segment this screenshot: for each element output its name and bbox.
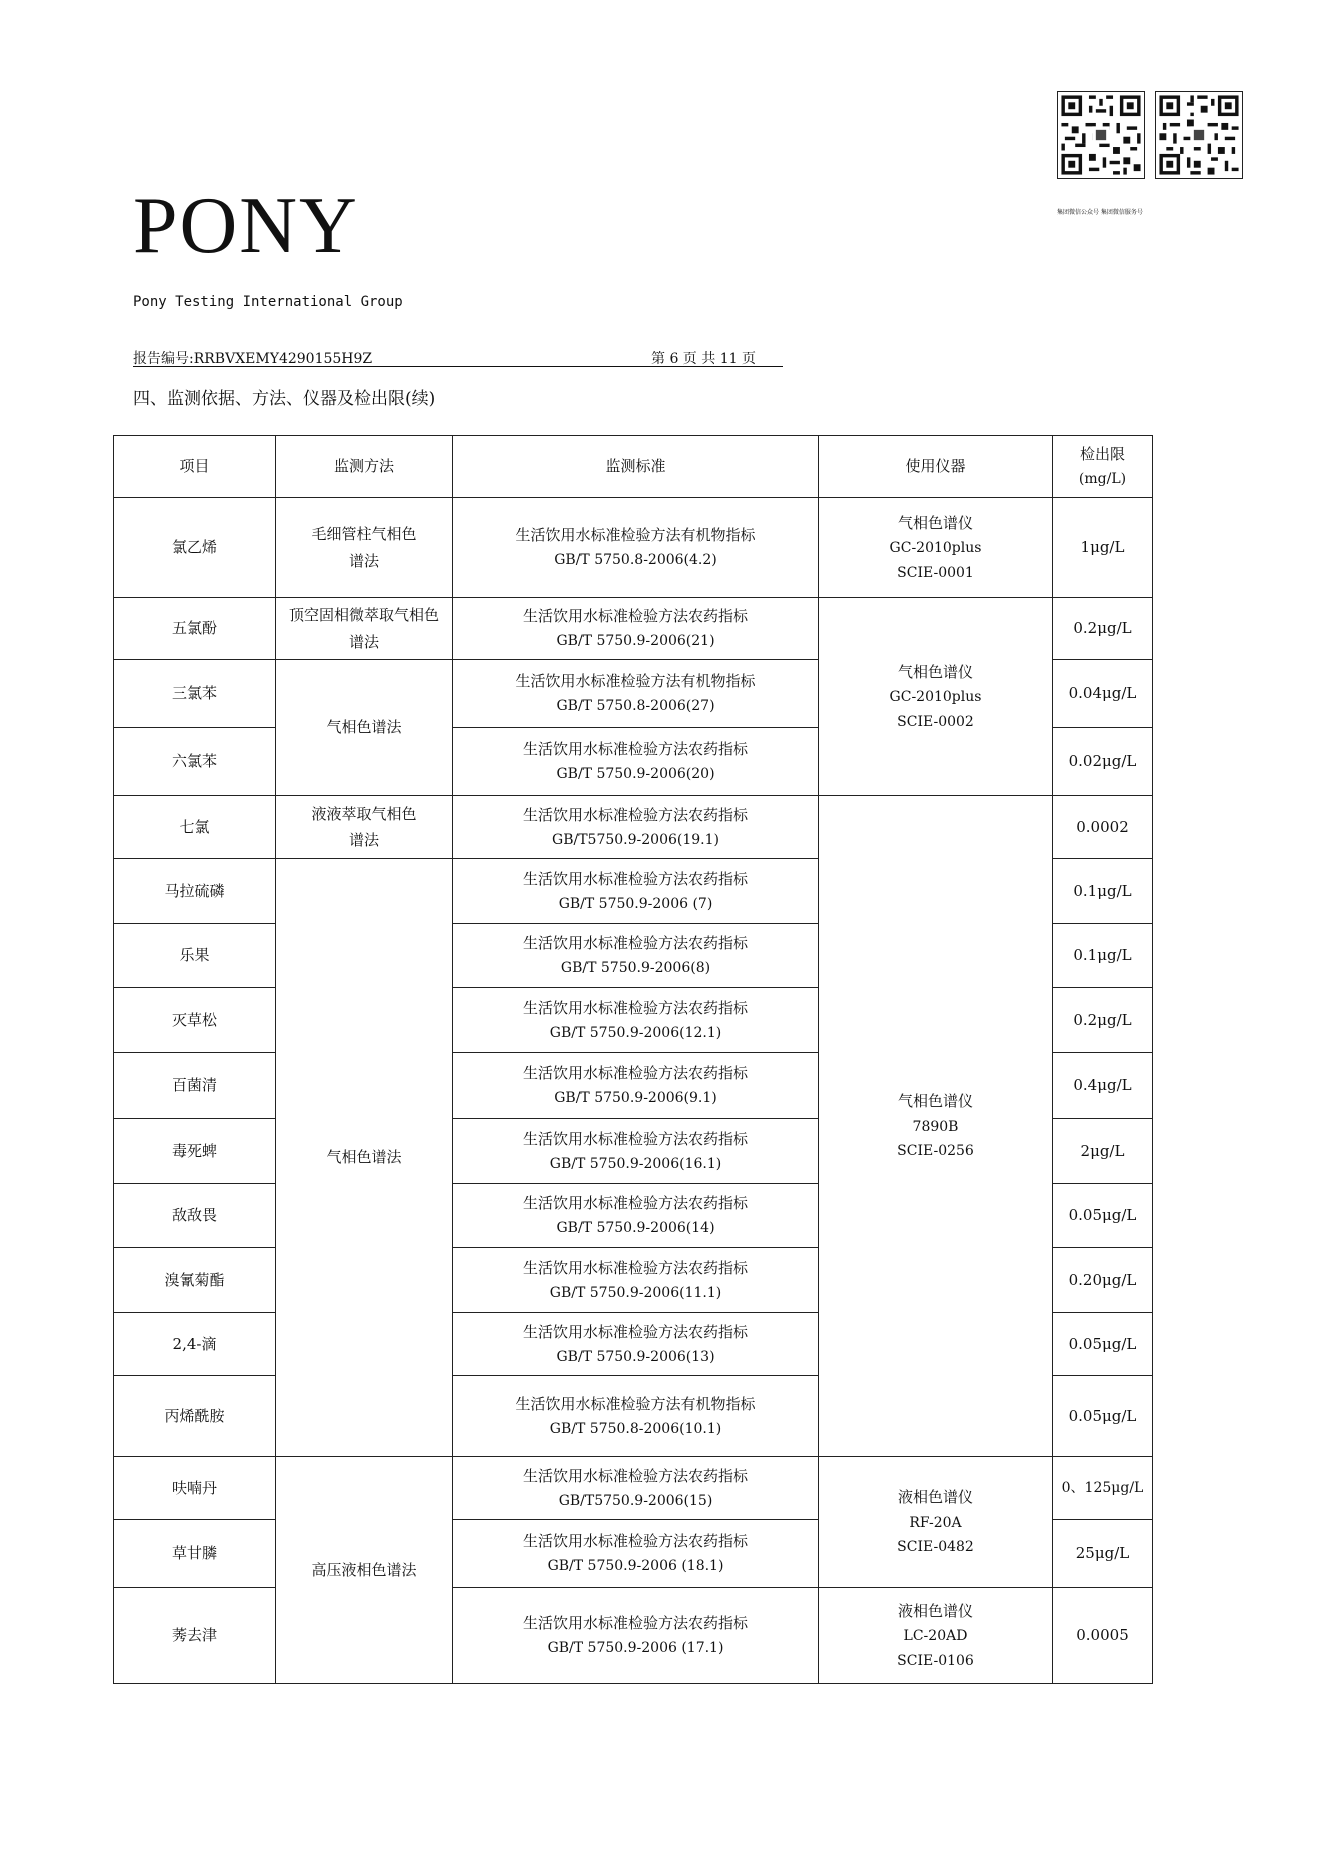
qr-code-icon — [1057, 91, 1145, 179]
instrument-id: SCIE-0001 — [897, 564, 974, 581]
standard-cell — [453, 988, 819, 1053]
qr-code-icon — [1155, 91, 1243, 179]
instrument-id: SCIE-0106 — [897, 1652, 974, 1669]
limit-cell: 0.0005 — [1053, 1588, 1153, 1684]
standard-cell — [453, 1376, 819, 1457]
standard-code: GB/T 5750.9-2006(16.1) — [549, 1155, 722, 1172]
standard-cell — [453, 796, 819, 859]
method-cell: 高压液相色谱法 — [276, 1457, 453, 1684]
standard-cell — [453, 1457, 819, 1520]
limit-cell: 0、125μg/L — [1053, 1457, 1153, 1520]
limit-cell: 0.02μg/L — [1053, 728, 1153, 796]
standard-name: 生活饮用水标准检验方法农药指标 — [522, 869, 748, 888]
table-row — [114, 498, 1153, 598]
standard-name: 生活饮用水标准检验方法农药指标 — [522, 1322, 748, 1341]
header-limit-unit: (mg/L) — [1078, 471, 1127, 488]
instrument-name: 气相色谱仪 — [897, 662, 973, 681]
limit-cell: 0.2μg/L — [1053, 598, 1153, 660]
standard-name: 生活饮用水标准检验方法农药指标 — [522, 740, 748, 759]
instrument-cell — [819, 598, 1053, 796]
standard-name: 生活饮用水标准检验方法农药指标 — [522, 805, 748, 824]
standard-cell — [453, 728, 819, 796]
standard-code: GB/T 5750.9-2006 (18.1) — [547, 1558, 724, 1575]
standard-cell — [453, 1184, 819, 1248]
item-cell: 氯乙烯 — [114, 498, 276, 598]
standard-name: 生活饮用水标准检验方法农药指标 — [522, 934, 748, 953]
item-cell: 五氯酚 — [114, 598, 276, 660]
report-info-line — [133, 348, 783, 367]
item-cell: 马拉硫磷 — [114, 859, 276, 924]
standard-code: GB/T 5750.9-2006 (7) — [558, 895, 713, 912]
standard-code: GB/T5750.9-2006(15) — [558, 1492, 713, 1509]
standard-cell — [453, 1520, 819, 1588]
instrument-model: 7890B — [912, 1118, 959, 1135]
standard-name: 生活饮用水标准检验方法农药指标 — [522, 1466, 748, 1485]
table-header-row — [114, 436, 1153, 498]
limit-cell: 0.1μg/L — [1053, 859, 1153, 924]
instrument-model: GC-2010plus — [889, 689, 982, 706]
instrument-name: 液相色谱仪 — [897, 1488, 973, 1507]
table-row — [114, 1588, 1153, 1684]
standard-code: GB/T 5750.9-2006(13) — [556, 1348, 715, 1365]
instrument-id: SCIE-0002 — [897, 713, 974, 730]
standard-cell — [453, 1248, 819, 1313]
standard-code: GB/T 5750.9-2006(11.1) — [549, 1284, 722, 1301]
instrument-model: LC-20AD — [903, 1628, 968, 1645]
standard-code: GB/T 5750.8-2006(4.2) — [554, 552, 717, 569]
report-number: 报告编号:RRBVXEMY4290155H9Z — [133, 351, 373, 367]
instrument-id: SCIE-0482 — [897, 1539, 974, 1556]
table-row — [114, 796, 1153, 859]
standard-name: 生活饮用水标准检验方法有机物指标 — [515, 1394, 756, 1413]
standard-cell — [453, 859, 819, 924]
instrument-cell — [819, 498, 1053, 598]
standard-code: GB/T 5750.9-2006(14) — [556, 1220, 715, 1237]
method-cell: 顶空固相微萃取气相色谱法 — [276, 598, 453, 660]
standard-name: 生活饮用水标准检验方法农药指标 — [522, 1532, 748, 1551]
qr-caption: 集团微信公众号 集团微信服务号 — [1057, 209, 1143, 216]
company-logo: PONY — [133, 182, 359, 270]
standard-code: GB/T 5750.9-2006(12.1) — [549, 1024, 722, 1041]
limit-cell: 0.4μg/L — [1053, 1053, 1153, 1119]
standard-cell — [453, 660, 819, 728]
item-cell: 草甘膦 — [114, 1520, 276, 1588]
standard-code: GB/T 5750.8-2006(10.1) — [549, 1420, 722, 1437]
standard-code: GB/T 5750.9-2006(8) — [560, 960, 711, 977]
standard-name: 生活饮用水标准检验方法农药指标 — [522, 607, 748, 626]
standard-name: 生活饮用水标准检验方法农药指标 — [522, 1614, 748, 1633]
standard-code: GB/T 5750.9-2006(20) — [556, 766, 715, 783]
method-cell: 液液萃取气相色谱法 — [276, 796, 453, 859]
standard-cell — [453, 1053, 819, 1119]
limit-cell: 0.1μg/L — [1053, 924, 1153, 988]
method-cell: 气相色谱法 — [276, 660, 453, 796]
limit-cell: 0.20μg/L — [1053, 1248, 1153, 1313]
instrument-model: GC-2010plus — [889, 540, 982, 557]
standard-name: 生活饮用水标准检验方法农药指标 — [522, 998, 748, 1017]
limit-cell: 0.04μg/L — [1053, 660, 1153, 728]
item-cell: 百菌清 — [114, 1053, 276, 1119]
page-info: 第 6 页 共 11 页 — [651, 351, 756, 367]
instrument-model: RF-20A — [909, 1514, 962, 1531]
instrument-name: 气相色谱仪 — [897, 1092, 973, 1111]
standard-name: 生活饮用水标准检验方法农药指标 — [522, 1258, 748, 1277]
item-cell: 六氯苯 — [114, 728, 276, 796]
standard-code: GB/T 5750.9-2006 (17.1) — [547, 1640, 724, 1657]
standard-name: 生活饮用水标准检验方法农药指标 — [522, 1064, 748, 1083]
header-instrument: 使用仪器 — [819, 436, 1053, 498]
item-cell: 溴氰菊酯 — [114, 1248, 276, 1313]
standard-code: GB/T 5750.9-2006(9.1) — [554, 1090, 717, 1107]
limit-cell: 1μg/L — [1053, 498, 1153, 598]
standard-cell — [453, 1588, 819, 1684]
item-cell: 莠去津 — [114, 1588, 276, 1684]
method-cell: 气相色谱法 — [276, 859, 453, 1457]
method-cell: 毛细管柱气相色谱法 — [276, 498, 453, 598]
standard-name: 生活饮用水标准检验方法有机物指标 — [515, 526, 756, 545]
company-subtitle: Pony Testing International Group — [133, 294, 403, 310]
header-limit-label: 检出限 — [1079, 445, 1125, 464]
item-cell: 三氯苯 — [114, 660, 276, 728]
standard-code: GB/T5750.9-2006(19.1) — [552, 831, 719, 848]
limit-cell: 0.2μg/L — [1053, 988, 1153, 1053]
standard-name: 生活饮用水标准检验方法农药指标 — [522, 1129, 748, 1148]
section-title: 四、监测依据、方法、仪器及检出限(续) — [133, 389, 436, 409]
standard-cell — [453, 498, 819, 598]
standard-cell — [453, 1119, 819, 1184]
header-standard: 监测标准 — [453, 436, 819, 498]
limit-cell: 0.05μg/L — [1053, 1376, 1153, 1457]
standard-cell — [453, 598, 819, 660]
instrument-cell — [819, 1457, 1053, 1588]
table-row — [114, 1457, 1153, 1520]
item-cell: 2,4-滴 — [114, 1313, 276, 1376]
standard-cell — [453, 1313, 819, 1376]
item-cell: 灭草松 — [114, 988, 276, 1053]
instrument-cell — [819, 796, 1053, 1457]
limit-cell: 0.0002 — [1053, 796, 1153, 859]
item-cell: 七氯 — [114, 796, 276, 859]
item-cell: 敌敌畏 — [114, 1184, 276, 1248]
wechat-service-qr — [1155, 91, 1243, 187]
header-method: 监测方法 — [276, 436, 453, 498]
instrument-id: SCIE-0256 — [897, 1143, 974, 1160]
standard-code: GB/T 5750.9-2006(21) — [556, 633, 715, 650]
limit-cell: 0.05μg/L — [1053, 1184, 1153, 1248]
standard-name: 生活饮用水标准检验方法有机物指标 — [515, 672, 756, 691]
limit-cell: 2μg/L — [1053, 1119, 1153, 1184]
instrument-cell — [819, 1588, 1053, 1684]
instrument-name: 液相色谱仪 — [897, 1601, 973, 1620]
item-cell: 毒死蜱 — [114, 1119, 276, 1184]
header-limit — [1053, 436, 1153, 498]
instrument-name: 气相色谱仪 — [897, 513, 973, 532]
monitoring-methods-table — [113, 435, 1153, 1684]
item-cell: 呋喃丹 — [114, 1457, 276, 1520]
standard-name: 生活饮用水标准检验方法农药指标 — [522, 1194, 748, 1213]
item-cell: 乐果 — [114, 924, 276, 988]
item-cell: 丙烯酰胺 — [114, 1376, 276, 1457]
wechat-official-qr — [1057, 91, 1145, 187]
limit-cell: 25μg/L — [1053, 1520, 1153, 1588]
standard-cell — [453, 924, 819, 988]
limit-cell: 0.05μg/L — [1053, 1313, 1153, 1376]
standard-code: GB/T 5750.8-2006(27) — [556, 698, 715, 715]
table-row — [114, 598, 1153, 660]
header-item: 项目 — [114, 436, 276, 498]
